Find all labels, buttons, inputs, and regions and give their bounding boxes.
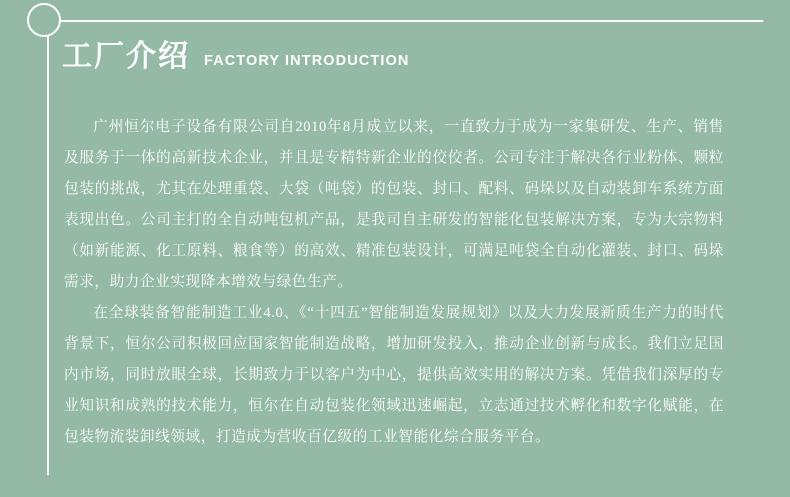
decorative-circle [27,3,61,37]
page-header [62,42,409,72]
page-title: 工厂介绍 [62,40,190,73]
paragraph-1: 广州恒尔电子设备有限公司自2010年8月成立以来，一直致力于成为一家集研发、生产、销售及服务于一体的高新技术企业，并且是专精特新企业的佼佼者。公司专注于解决各行业粉体、颗粒包装的挑战，尤其在处理重袋、大袋（吨袋）的包装、封口、配料、码垛以及自动装卸车系统方面表现出色。公司主打的全自动吨包机产品，是我司自主研发的智能化包装解决方案，专为大宗物料（如新能源、化工原料、粮食等）的高效、精准包装设计，可满足吨袋全自动化灌装、封口、码垛需求，助力企业实现降本增效与绿色生产。 [64,119,724,290]
introduction-text [64,112,724,453]
paragraph-2: 在全球装备智能制造工业4.0、《“十四五”智能制造发展规划》以及大力发展新质生产力的时代背景下，恒尔公司积极回应国家智能制造战略，增加研发投入，推动企业创新与成长。我们立足国内市场，同时放眼全球，长期致力于以客户为中心，提供高效实用的解决方案。凭借我们深厚的专业知识和成熟的技术能力，恒尔在自动包装化领域迅速崛起，立志通过技术孵化和数字化赋能，在包装物流装卸线领域，打造成为营收百亿级的工业智能化综合服务平台。 [64,305,724,445]
page-subtitle: FACTORY INTRODUCTION [204,53,410,69]
